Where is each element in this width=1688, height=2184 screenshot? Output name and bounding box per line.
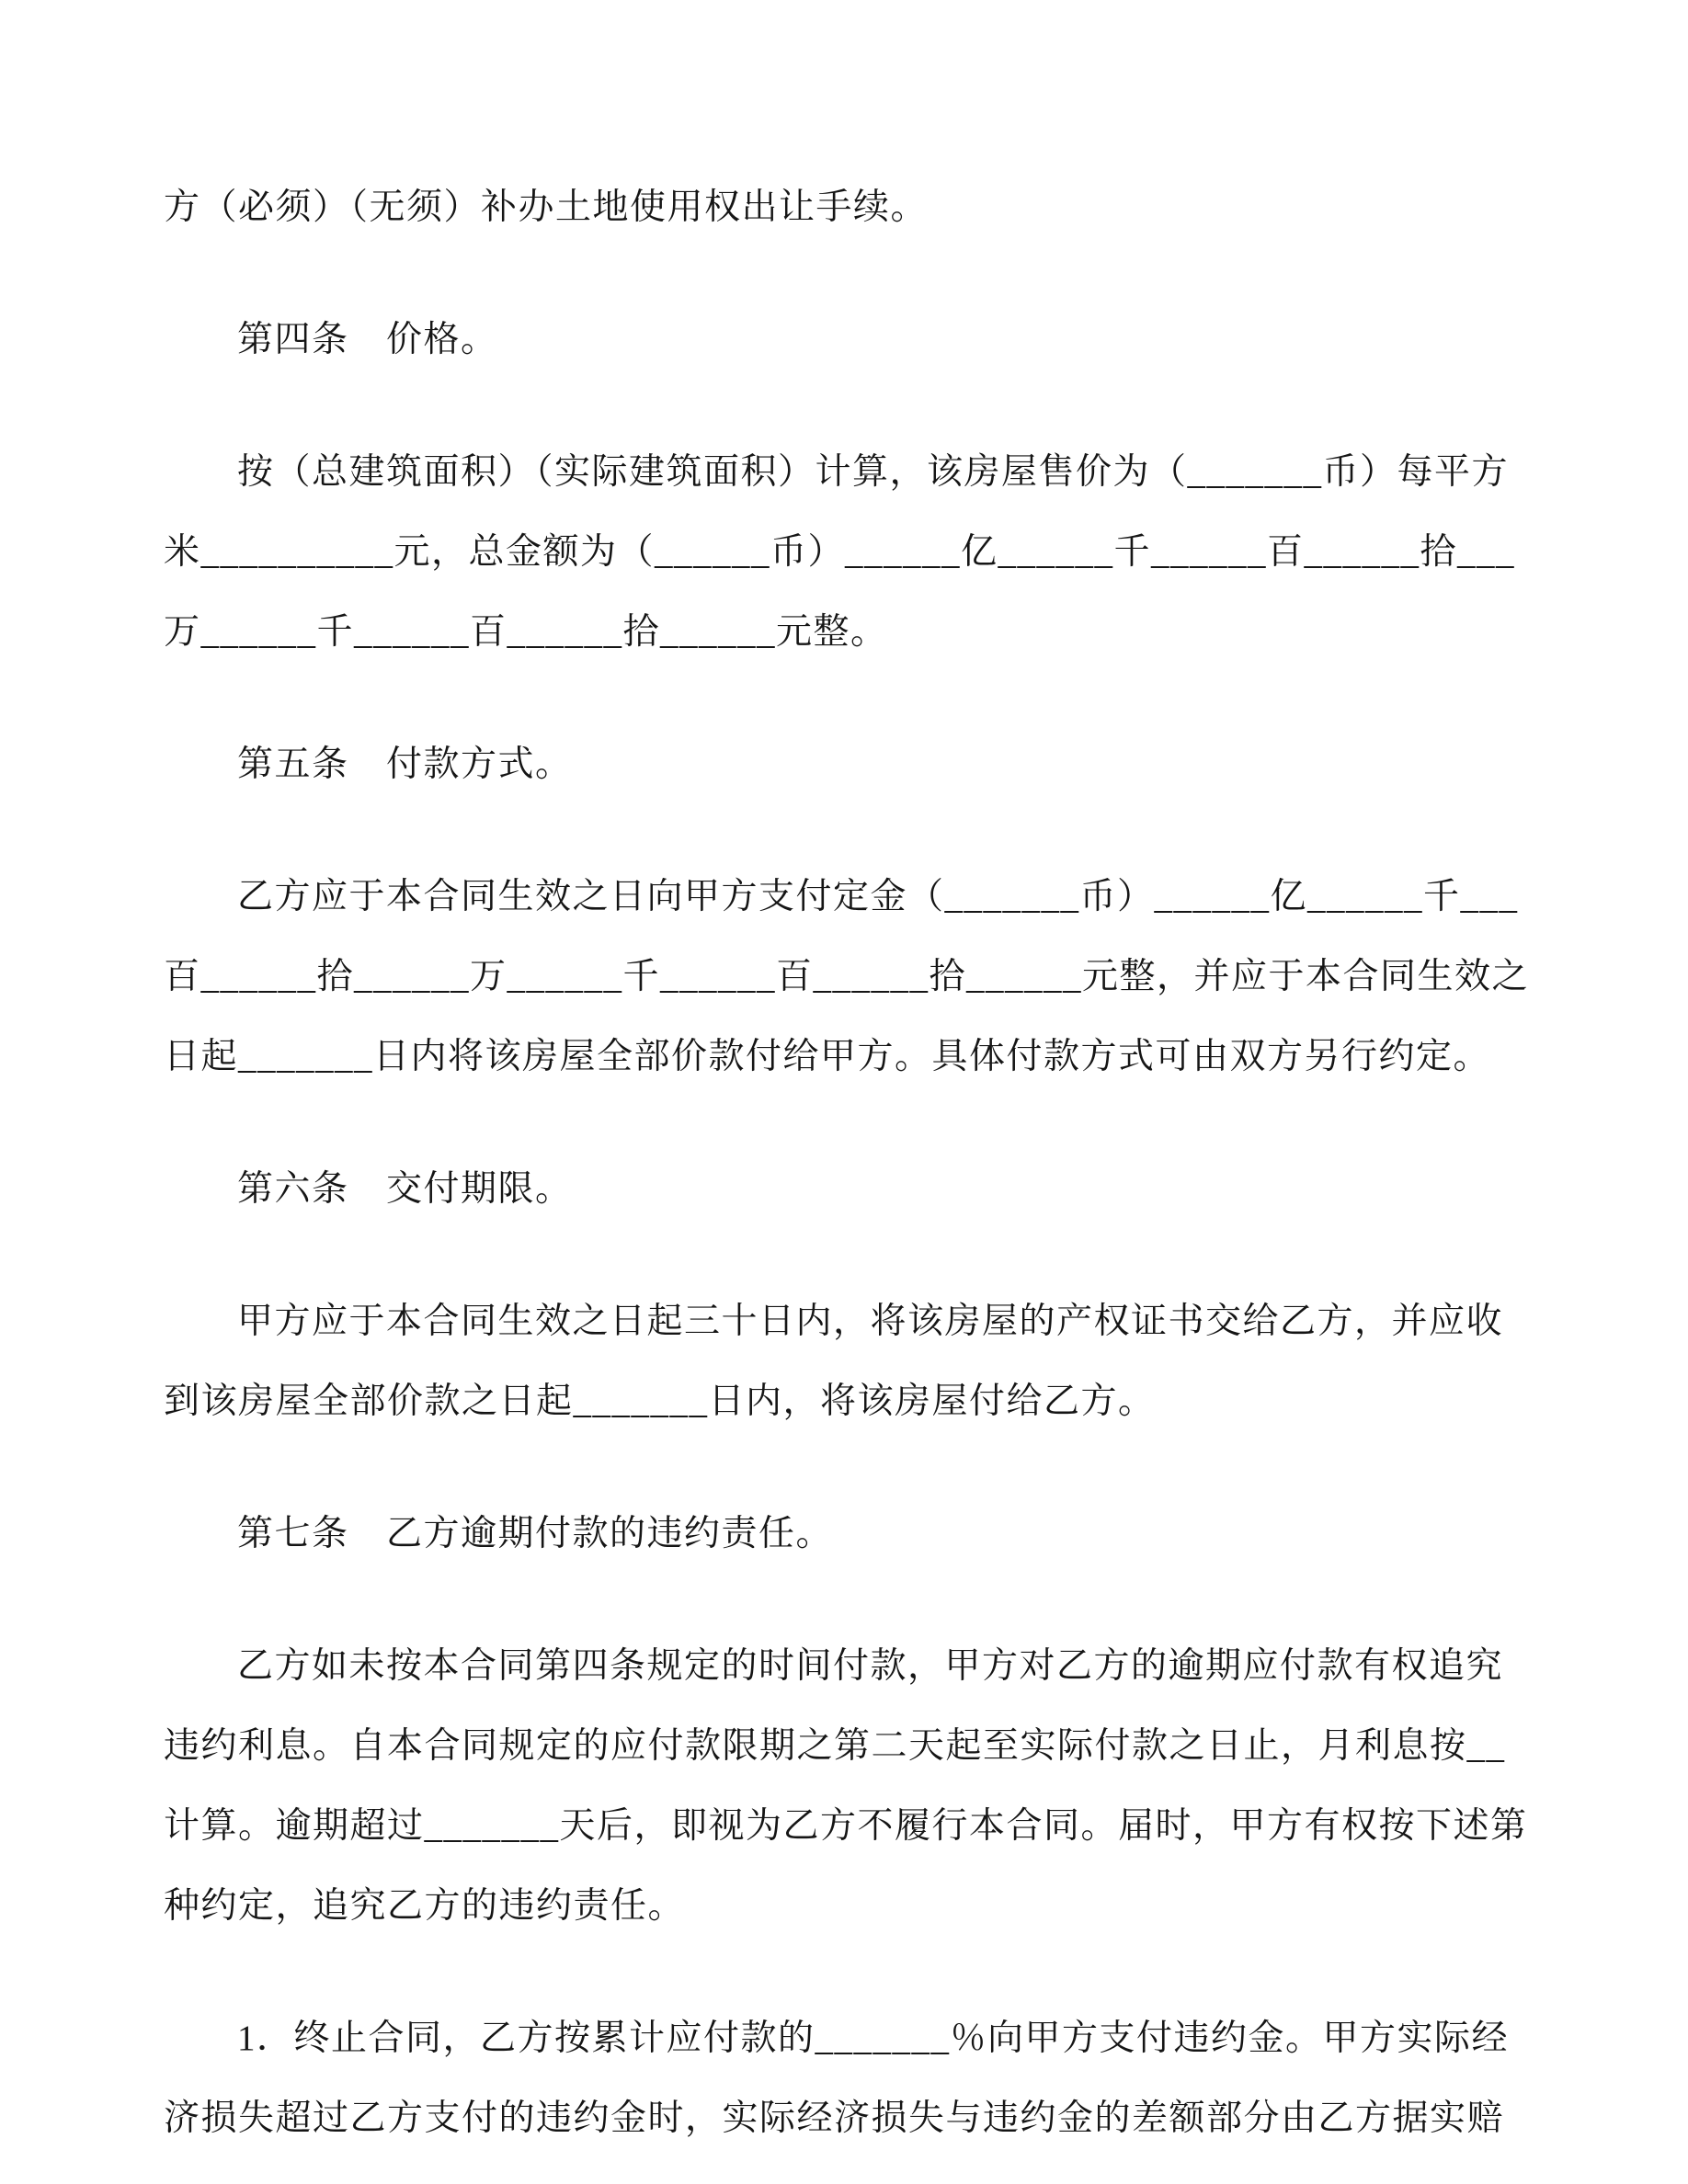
contract-line: 计算。逾期超过_______天后，即视为乙方不履行本合同。届时，甲方有权按下述第 (164, 1806, 1528, 1846)
contract-line: 济损失超过乙方支付的违约金时，实际经济损失与违约金的差额部分由乙方据实赔 (164, 2099, 1505, 2138)
contract-line: 乙方应于本合同生效之日向甲方支付定金（_______币）______亿______千___ (237, 877, 1519, 916)
contract-line: 方（必须）（无须）补办土地使用权出让手续。 (164, 188, 929, 227)
contract-line: 甲方应于本合同生效之日起三十日内，将该房屋的产权证书交给乙方，并应收 (237, 1302, 1504, 1341)
contract-line: 万______千______百______拾______元整。 (164, 612, 888, 652)
contract-line: 种约定，追究乙方的违约责任。 (164, 1886, 686, 1926)
contract-line: 按（总建筑面积）（实际建筑面积）计算，该房屋售价为（_______币）每平方 (237, 452, 1510, 492)
contract-line: 百______拾______万______千______百______拾______元整，并应于本合同生效之 (164, 957, 1530, 996)
clause-heading: 第七条 乙方逾期付款的违约责任。 (237, 1514, 834, 1553)
contract-line: 违约利息。自本合同规定的应付款限期之第二天起至实际付款之日止，月利息按__ (164, 1726, 1506, 1766)
clause-heading: 第六条 交付期限。 (237, 1169, 573, 1209)
clause-heading: 第五条 付款方式。 (237, 745, 573, 784)
contract-line: 日起_______日内将该房屋全部价款付给甲方。具体付款方式可由双方另行约定。 (164, 1037, 1491, 1076)
contract-line: 米__________元，总金额为（______币）______亿______千______百______拾___ (164, 532, 1516, 572)
contract-line: 乙方如未按本合同第四条规定的时间付款，甲方对乙方的逾期应付款有权追究 (237, 1646, 1504, 1686)
contract-line: 到该房屋全部价款之日起_______日内，将该房屋付给乙方。 (164, 1382, 1156, 1421)
clause-heading: 第四条 价格。 (237, 320, 498, 359)
contract-line: 1．终止合同，乙方按累计应付款的_______％向甲方支付违约金。甲方实际经 (237, 2019, 1510, 2058)
